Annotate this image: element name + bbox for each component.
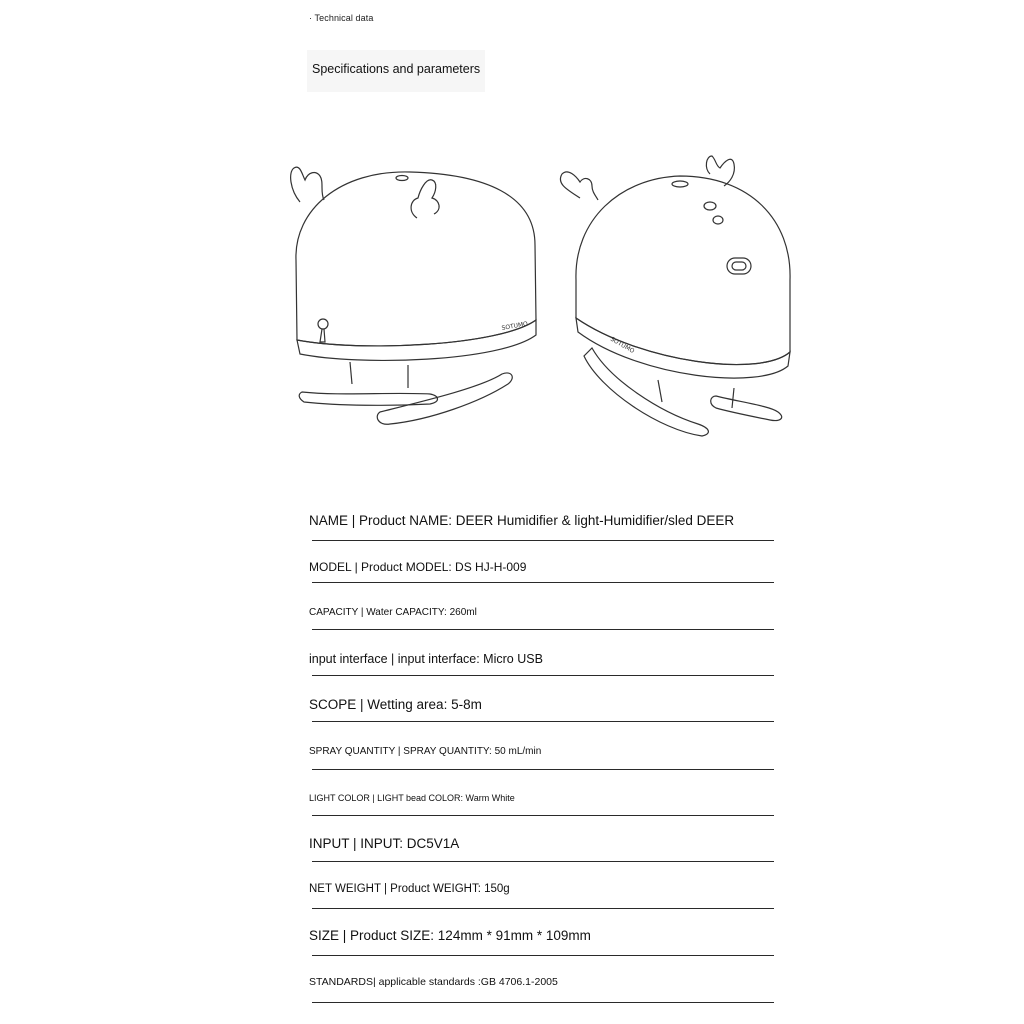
section-title: Specifications and parameters xyxy=(312,62,481,76)
spec-name-text: NAME | Product NAME: DEER Humidifier & light-Humidifier/sled DEER xyxy=(309,513,735,528)
spec-row-interface xyxy=(308,646,774,692)
left-brand-mark: SOTUMO xyxy=(501,320,529,332)
right-deer-drawing xyxy=(560,156,790,436)
spec-divider xyxy=(312,1002,774,1003)
deer-humidifier-illustration xyxy=(280,140,810,450)
spec-scope-text: SCOPE | Wetting area: 5-8m xyxy=(309,697,482,712)
spec-input-text: INPUT | INPUT: DC5V1A xyxy=(309,836,460,851)
spec-light-color-text: LIGHT COLOR | LIGHT bead COLOR: Warm White xyxy=(309,793,515,803)
spec-divider xyxy=(312,908,774,909)
spec-row-light-color xyxy=(308,785,774,831)
spec-row-scope xyxy=(308,692,774,738)
spec-divider xyxy=(312,769,774,770)
spec-divider xyxy=(312,955,774,956)
spec-divider xyxy=(312,629,774,630)
spec-row-capacity xyxy=(308,600,774,646)
left-deer-drawing xyxy=(291,167,536,424)
spec-divider xyxy=(312,540,774,541)
spec-standards-text: STANDARDS| applicable standards :GB 4706.1-2005 xyxy=(309,976,558,988)
technical-data-label: · Technical data xyxy=(309,13,374,23)
spec-model-text: MODEL | Product MODEL: DS HJ-H-009 xyxy=(309,560,527,574)
spec-row-model xyxy=(308,554,774,600)
spec-row-weight xyxy=(308,877,774,923)
spec-divider xyxy=(312,861,774,862)
spec-row-size xyxy=(308,923,774,969)
spec-divider xyxy=(312,582,774,583)
spec-row-name xyxy=(308,507,774,553)
spec-row-spray xyxy=(308,739,774,785)
spec-row-input xyxy=(308,831,774,877)
spec-divider xyxy=(312,815,774,816)
spec-divider xyxy=(312,675,774,676)
right-brand-mark: SOTUMO xyxy=(609,335,636,355)
spec-interface-text: input interface | input interface: Micro USB xyxy=(309,652,543,666)
spec-divider xyxy=(312,721,774,722)
spec-weight-text: NET WEIGHT | Product WEIGHT: 150g xyxy=(309,883,510,895)
spec-spray-text: SPRAY QUANTITY | SPRAY QUANTITY: 50 mL/min xyxy=(309,746,542,757)
spec-capacity-text: CAPACITY | Water CAPACITY: 260ml xyxy=(309,607,477,618)
spec-size-text: SIZE | Product SIZE: 124mm * 91mm * 109mm xyxy=(309,928,591,943)
spec-row-standards xyxy=(308,970,774,1016)
